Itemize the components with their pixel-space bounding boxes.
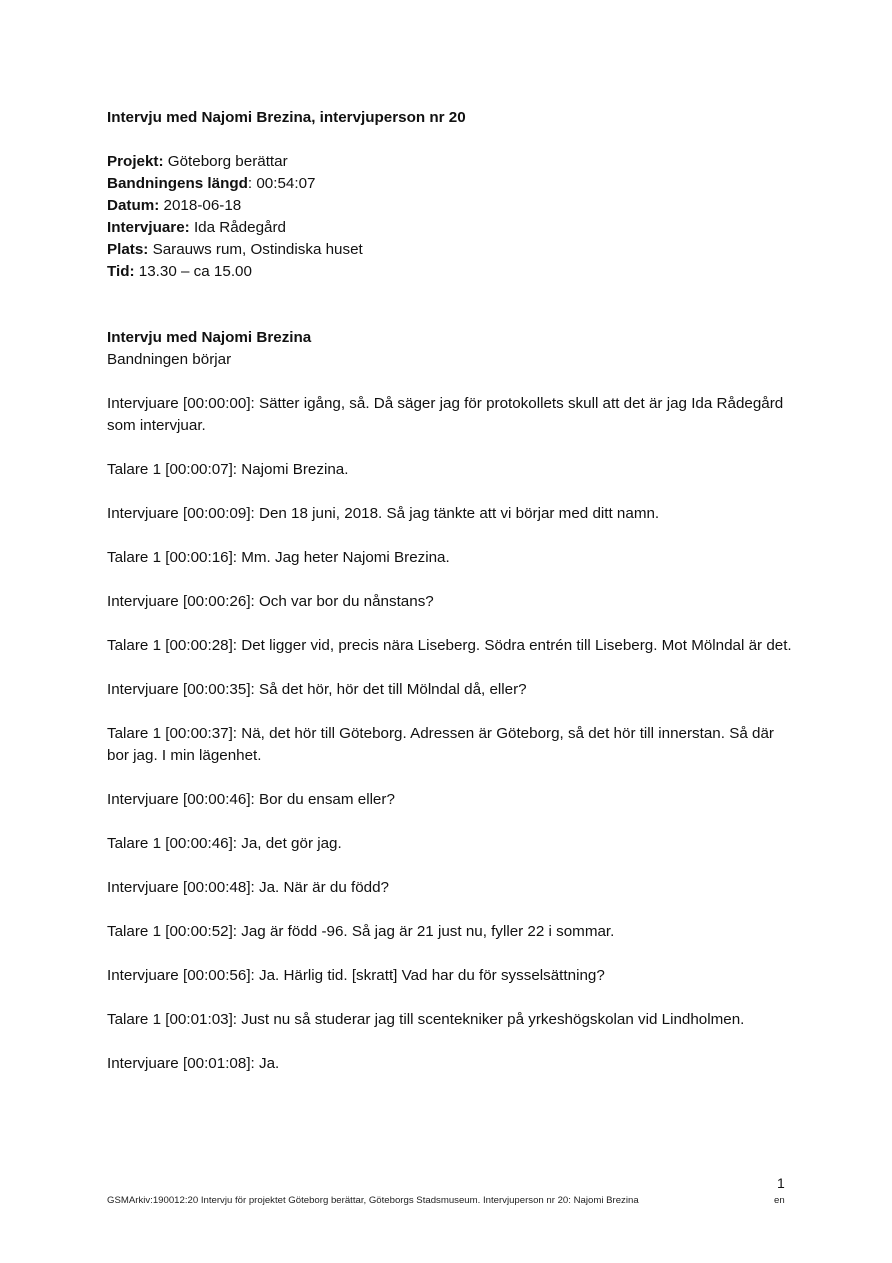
transcript-turn: Intervjuare [00:00:09]: Den 18 juni, 2018. Så jag tänkte att vi börjar med ditt namn. [107, 505, 660, 522]
metadata-block [107, 151, 797, 283]
transcript-turn: Talare 1 [00:00:46]: Ja, det gör jag. [107, 835, 342, 852]
document-title: Intervju med Najomi Brezina, intervjuperson nr 20 [107, 109, 466, 126]
metadata-value: Ida Rådegård [189, 219, 286, 236]
metadata-label: Bandningens längd [107, 175, 248, 192]
transcript-turn: Intervjuare [00:00:26]: Och var bor du nånstans? [107, 593, 434, 610]
metadata-value: : 00:54:07 [247, 175, 316, 192]
transcript-turn: Talare 1 [00:00:07]: Najomi Brezina. [107, 461, 349, 478]
metadata-row [107, 151, 797, 173]
metadata-label: Tid: [107, 263, 135, 280]
interview-section [107, 327, 797, 371]
transcript-turn: Talare 1 [00:00:52]: Jag är född -96. Så jag är 21 just nu, fyller 22 i sommar. [107, 923, 615, 940]
metadata-label: Datum: [107, 197, 160, 214]
footer-language: en [774, 1195, 785, 1206]
metadata-row [107, 173, 797, 195]
transcript-turn: Talare 1 [00:00:28]: Det ligger vid, precis nära Liseberg. Södra entrén till Liseberg. Mot Mölndal är det. [107, 637, 792, 654]
transcript-turn: Intervjuare [00:00:35]: Så det hör, hör det till Mölndal då, eller? [107, 681, 527, 698]
metadata-value: Göteborg berättar [163, 153, 288, 170]
transcript-turn: Intervjuare [00:00:56]: Ja. Härlig tid. [skratt] Vad har du för sysselsättning? [107, 967, 605, 984]
metadata-value: 13.30 – ca 15.00 [134, 263, 252, 280]
page-number: 1 [777, 1175, 785, 1191]
metadata-label: Intervjuare: [107, 219, 190, 236]
section-title: Intervju med Najomi Brezina [107, 329, 312, 346]
metadata-label: Projekt: [107, 153, 164, 170]
transcript-turn: Intervjuare [00:00:46]: Bor du ensam eller? [107, 791, 395, 808]
transcript-turn: Talare 1 [00:00:16]: Mm. Jag heter Najomi Brezina. [107, 549, 450, 566]
transcript-turn: Talare 1 [00:01:03]: Just nu så studerar jag till scentekniker på yrkeshögskolan vid Lindholmen. [107, 1011, 745, 1028]
document-body [107, 107, 797, 1097]
transcript-turn: Intervjuare [00:01:08]: Ja. [107, 1055, 280, 1072]
transcript-turn: Intervjuare [00:00:48]: Ja. När är du född? [107, 879, 389, 896]
metadata-row [107, 239, 797, 261]
metadata-row [107, 217, 797, 239]
metadata-row [107, 261, 797, 283]
section-subtitle: Bandningen börjar [107, 351, 232, 368]
footer-text: GSMArkiv:190012:20 Intervju för projektet Göteborg berättar, Göteborgs Stadsmuseum. Intervjuperson nr 20: Najomi Brezina [107, 1195, 639, 1206]
transcript-turn: Talare 1 [00:00:37]: Nä, det hör till Göteborg. Adressen är Göteborg, så det hör till innerstan. Så där bor jag. I min lägenhet. [107, 725, 774, 764]
metadata-label: Plats: [107, 241, 149, 258]
transcript [107, 393, 797, 1075]
metadata-value: 2018-06-18 [159, 197, 242, 214]
transcript-turn: Intervjuare [00:00:00]: Sätter igång, så. Då säger jag för protokollets skull att det är jag Ida Rådegård som intervjuar. [107, 395, 784, 434]
metadata-row [107, 195, 797, 217]
metadata-value: Sarauws rum, Ostindiska huset [148, 241, 363, 258]
